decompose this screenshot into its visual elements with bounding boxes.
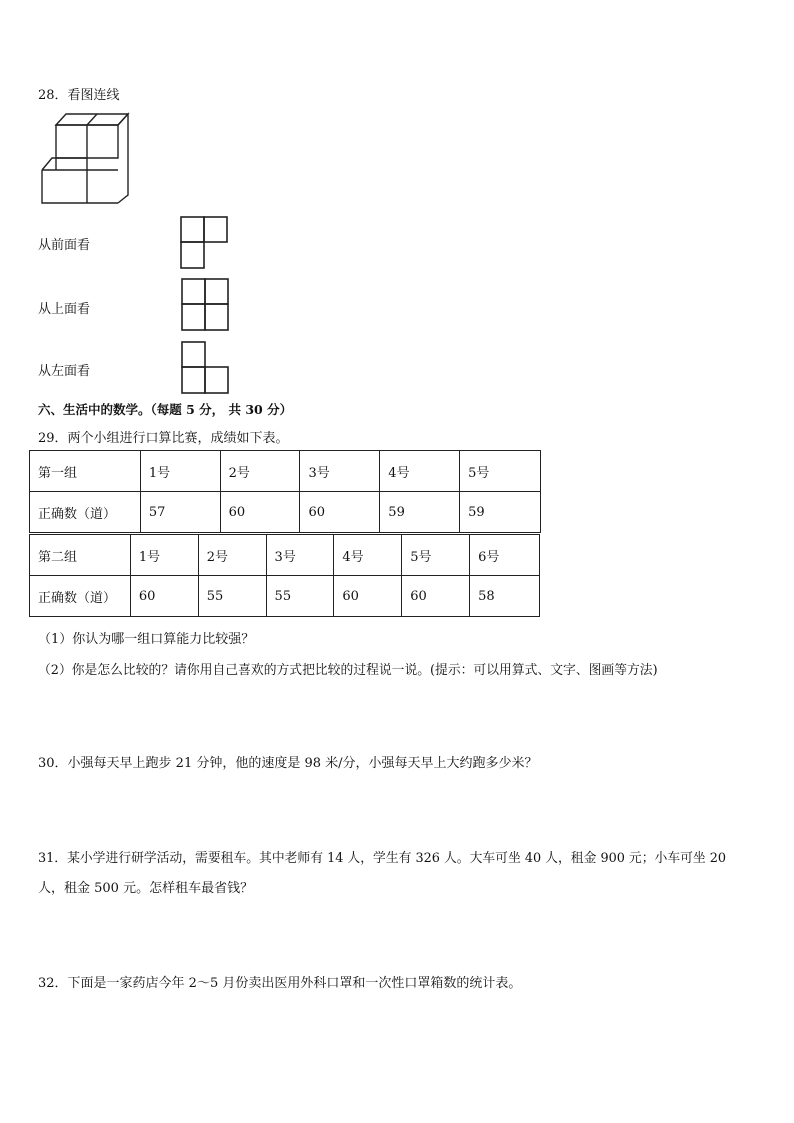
table-cell: 2号 bbox=[220, 451, 300, 492]
top-view-figure[interactable] bbox=[180, 277, 231, 333]
q28-title: 28．看图连线 bbox=[38, 88, 120, 103]
table-cell: 1号 bbox=[140, 451, 220, 492]
score-table-group2 bbox=[29, 534, 540, 617]
view-label-top: 从上面看 bbox=[38, 302, 91, 317]
q31-line-2: 人，租金 500 元。怎样租车最省钱？ bbox=[38, 881, 254, 896]
q29-subquestion-2: （2）你是怎么比较的？请你用自己喜欢的方式把比较的过程说一说。(提示：可以用算式、文字、图画等方法) bbox=[38, 663, 658, 678]
q29-subquestion-1: （1）你认为哪一组口算能力比较强？ bbox=[38, 632, 255, 647]
table-cell: 59 bbox=[380, 492, 460, 533]
section-heading: 六、生活中的数学。（每题 5 分， 共 30 分） bbox=[38, 402, 293, 417]
table-cell: 60 bbox=[300, 492, 380, 533]
table-cell: 第二组 bbox=[30, 535, 131, 576]
table-cell: 1号 bbox=[130, 535, 198, 576]
q30-text: 30．小强每天早上跑步 21 分钟，他的速度是 98 米/分，小强每天早上大约跑多少米？ bbox=[38, 756, 538, 771]
table-cell: 60 bbox=[130, 576, 198, 617]
table-cell: 57 bbox=[140, 492, 220, 533]
cube-stack-figure bbox=[38, 110, 133, 210]
q32-text: 32．下面是一家药店今年 2～5 月份卖出医用外科口罩和一次性口罩箱数的统计表。 bbox=[38, 976, 522, 991]
table-row bbox=[30, 576, 540, 617]
table-row bbox=[30, 492, 541, 533]
table-cell: 5号 bbox=[402, 535, 470, 576]
table-cell: 55 bbox=[266, 576, 334, 617]
table-cell: 3号 bbox=[266, 535, 334, 576]
table-cell: 6号 bbox=[470, 535, 540, 576]
table-cell: 59 bbox=[460, 492, 541, 533]
table-cell: 正确数（道） bbox=[30, 576, 131, 617]
table-cell: 4号 bbox=[380, 451, 460, 492]
score-table-group1 bbox=[29, 450, 541, 533]
q31-line-1: 31．某小学进行研学活动，需要租车。其中老师有 14 人，学生有 326 人。大车可坐 40 人，租金 900 元；小车可坐 20 bbox=[38, 851, 727, 866]
table-cell: 55 bbox=[198, 576, 266, 617]
left-view-figure[interactable] bbox=[180, 340, 231, 396]
table-cell: 2号 bbox=[198, 535, 266, 576]
table-cell: 60 bbox=[220, 492, 300, 533]
table-cell: 3号 bbox=[300, 451, 380, 492]
view-label-front: 从前面看 bbox=[38, 238, 91, 253]
table-cell: 60 bbox=[402, 576, 470, 617]
front-view-figure[interactable] bbox=[180, 216, 229, 270]
table-cell: 58 bbox=[470, 576, 540, 617]
table-cell: 正确数（道） bbox=[30, 492, 141, 533]
q29-intro: 29．两个小组进行口算比赛，成绩如下表。 bbox=[38, 431, 289, 446]
view-label-left: 从左面看 bbox=[38, 364, 91, 379]
table-cell: 4号 bbox=[334, 535, 402, 576]
table-cell: 60 bbox=[334, 576, 402, 617]
table-cell: 第一组 bbox=[30, 451, 141, 492]
table-row bbox=[30, 535, 540, 576]
table-row bbox=[30, 451, 541, 492]
table-cell: 5号 bbox=[460, 451, 541, 492]
